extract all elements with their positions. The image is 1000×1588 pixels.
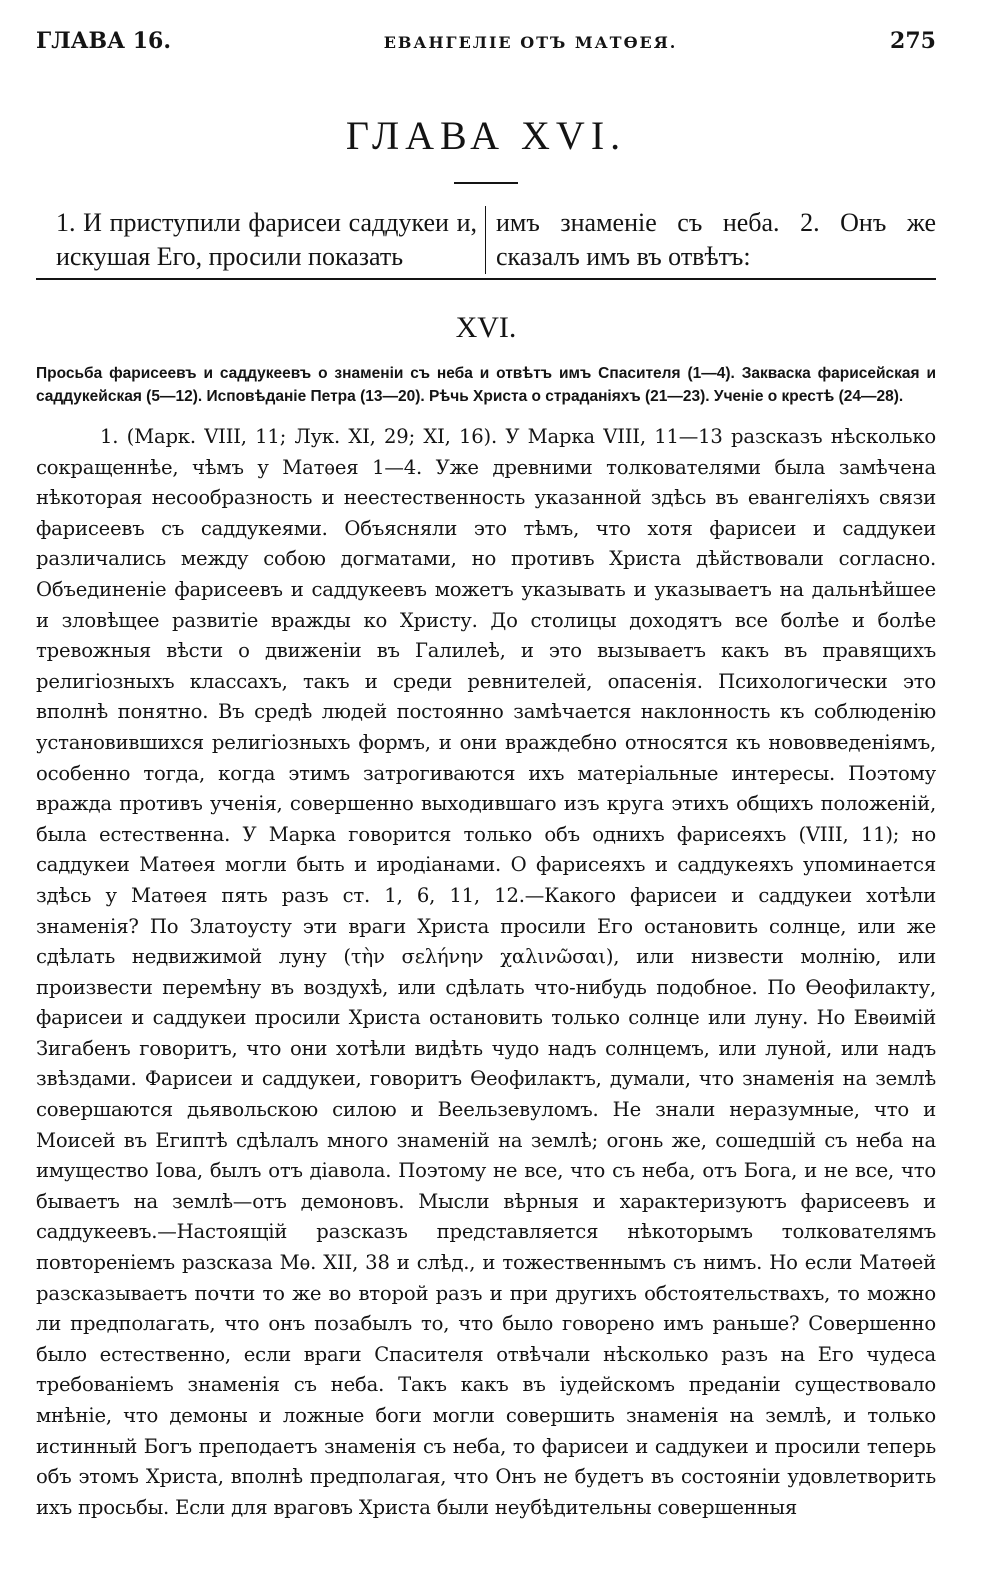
verse-column-left: 1. И приступили фарисеи саддукеи и, искушая Его, просили показать [36,206,486,274]
title-rule [454,182,518,184]
section-title: XVI. [455,311,517,344]
scripture-verses [36,206,936,280]
book-page [36,28,936,1568]
commentary-paragraph: 1. (Марк. VIII, 11; Лук. XI, 29; XI, 16). У Марка VIII, 11—13 разсказъ нѣсколько сокращеннѣе, чѣмъ у Матѳея 1—4. Уже древними толкователями была замѣчена нѣкоторая несообразность и неестественность указанной здѣсь въ евангеліяхъ связи фарисеевъ съ саддукеями. Объясняли это тѣмъ, что хотя фарисеи и саддукеи различались между собою догматами, но противъ Христа дѣйствовали согласно. Объединеніе фарисеевъ и саддукеевъ можетъ указывать и указываетъ на дальнѣйшее и зловѣщее развитіе вражды ко Христу. До столицы доходятъ все болѣе и болѣе тревожныя вѣсти о движеніи въ Галилеѣ, и это вызываетъ какъ въ правящихъ религіозныхъ классахъ, такъ и среди ревнителей, опасенія. Психологически это вполнѣ понятно. Въ средѣ людей постоянно замѣчается наклонность къ соблюденію установившихся религіозныхъ формъ, и они враждебно относятся къ нововведеніямъ, особенно тогда, когда этимъ затрогиваются ихъ матеріальные интересы. Поэтому вражда противъ ученія, совершенно выходившаго изъ круга этихъ общихъ положеній, была естественна. У Марка говорится только объ однихъ фарисеяхъ (VIII, 11); но саддукеи Матѳея могли быть и иродіанами. О фарисеяхъ и саддукеяхъ упоминается здѣсь у Матѳея пять разъ ст. 1, 6, 11, 12.—Какого фарисеи и саддукеи хотѣли знаменія? По Златоусту эти враги Христа просили Его остановить солнце, или же сдѣлать недвижимой луну (τὴν σελήνην χαλινῶσαι), или низвести молнію, или произвести перемѣну въ воздухѣ, или сдѣлать что-нибудь подобное. По Ѳеофилакту, фарисеи и саддукеи просили Христа остановить только солнце или луну. Но Евѳимій Зигабенъ говоритъ, что они хотѣли видѣть чудо надъ солнцемъ, или луной, или надъ звѣздами. Фарисеи и саддукеи, говоритъ Ѳеофилактъ, думали, что знаменія на землѣ совершаются дьявольскою силою и Веельзевуломъ. Не знали неразумные, что и Моисей въ Египтѣ сдѣлалъ много знаменій на землѣ; огонь же, сошедшій съ неба на имущество Іова, былъ отъ діавола. Поэтому не все, что съ неба, отъ Бога, и не все, что бываетъ на землѣ—отъ демоновъ. Мысли вѣрныя и характеризуютъ фарисеевъ и саддукеевъ.—Настоящій разсказъ представляется нѣкоторымъ толкователямъ повтореніемъ разсказа Мѳ. XII, 38 и слѣд., и тожественнымъ съ нимъ. Но если Матѳей разсказываетъ почти то же во второй разъ и при другихъ обстоятельствахъ, то можно ли предполагать, что онъ позабылъ то, что было говорено имъ раньше? Совершенно было естественно, если враги Спасителя отвѣчали нѣсколько разъ на Его чудеса требованіемъ знаменія съ неба. Такъ какъ въ іудейскомъ преданіи существовало мнѣніе, что демоны и ложные боги могли совершить знаменія на землѣ, и только истинный Богъ преподаетъ знаменія съ неба, то фарисеи и саддукеи и просили теперь объ этомъ Христа, вполнѣ предполагая, что Онъ не будетъ въ состояніи удовлетворить ихъ просьбы. Если для враговъ Христа были неубѣдительны совершенныя [36,425,936,1519]
running-head-chapter: ГЛАВА 16. [36,28,172,54]
running-head-book-title: ЕВАНГЕЛІЕ ОТЪ МАТѲЕЯ. [383,33,678,52]
verse-column-right: имъ знаменіе съ неба. 2. Онъ же сказалъ имъ въ отвѣтъ: [496,208,936,271]
page-number: 275 [890,28,936,54]
commentary-text [36,422,936,1523]
running-head [36,28,936,72]
chapter-title: ГЛАВА XVI. [345,113,627,158]
chapter-summary: Просьба фарисеевъ и саддукеевъ о знаменіи съ неба и отвѣтъ имъ Спасителя (1—4). Закваска фарисейская и саддукейская (5—12). Исповѣданіе Петра (13—20). Рѣчь Христа о страданіяхъ (21—23). Ученіе о крестѣ (24—28). [36,365,936,405]
